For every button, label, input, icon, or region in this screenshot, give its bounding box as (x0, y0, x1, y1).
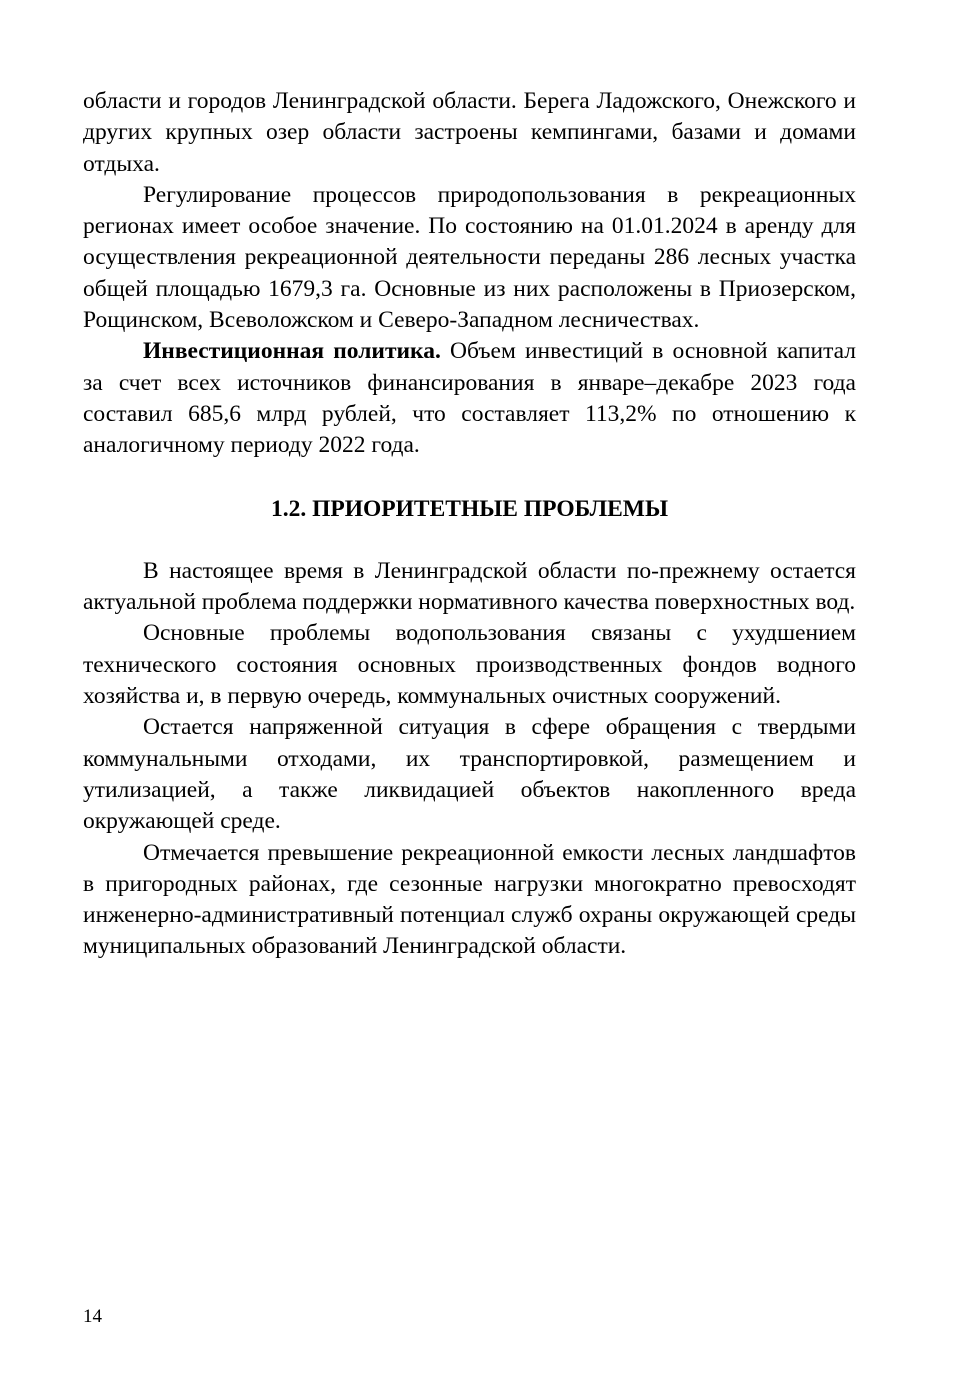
paragraph-nature-regulation: Регулирование процессов природопользования в рекреационных регионах имеет особое значение. По состоянию на 01.01.2024 в аренду для осуществления рекреационной деятельности переданы 286 лесных участка общей площадью 1679,3 га. Основные из них расположены в Приозерском, Рощинском, Всеволожском и Северо-Западном лесничествах. (83, 181, 856, 334)
paragraph-investment-policy (83, 336, 856, 461)
paragraph-surface-water: В настоящее время в Ленинградской области по-прежнему остается актуальной проблема поддержки нормативного качества поверхностных вод. (83, 557, 856, 616)
paragraph-water-use-problems: Основные проблемы водопользования связаны с ухудшением технического состояния основных производственных фондов водного хозяйства и, в первую очередь, коммунальных очистных сооружений. (83, 620, 856, 710)
paragraph-recreation-shores: области и городов Ленинградской области. Берега Ладожского, Онежского и других крупных озер области застроены кемпингами, базами и домами отдыха. (83, 88, 856, 177)
investment-policy-lead: Инвестиционная политика. (143, 338, 441, 365)
investment-policy-text: Объем инвестиций в основной капитал за счет всех источников финансирования в январе–декабре 2023 года составил 685,6 млрд рублей, что составляет 113,2% по отношению к аналогичному периоду 2022 года. (83, 338, 856, 459)
section-heading: 1.2. ПРИОРИТЕТНЫЕ ПРОБЛЕМЫ (270, 495, 669, 522)
section-heading-block (83, 462, 856, 556)
paragraph-solid-waste: Остается напряженной ситуация в сфере обращения с твердыми коммунальными отходами, их транспортировкой, размещением и утилизацией, а также ликвидацией объектов накопленного вреда окружающей среде. (83, 714, 856, 835)
page-number: 14 (83, 1306, 102, 1327)
paragraph-recreational-capacity: Отмечается превышение рекреационной емкости лесных ландшафтов в пригородных районах, где сезонные нагрузки многократно превосходят инженерно-административный потенциал служб охраны окружающей среды муниципальных образований Ленинградской области. (83, 839, 856, 960)
document-page (83, 86, 856, 963)
